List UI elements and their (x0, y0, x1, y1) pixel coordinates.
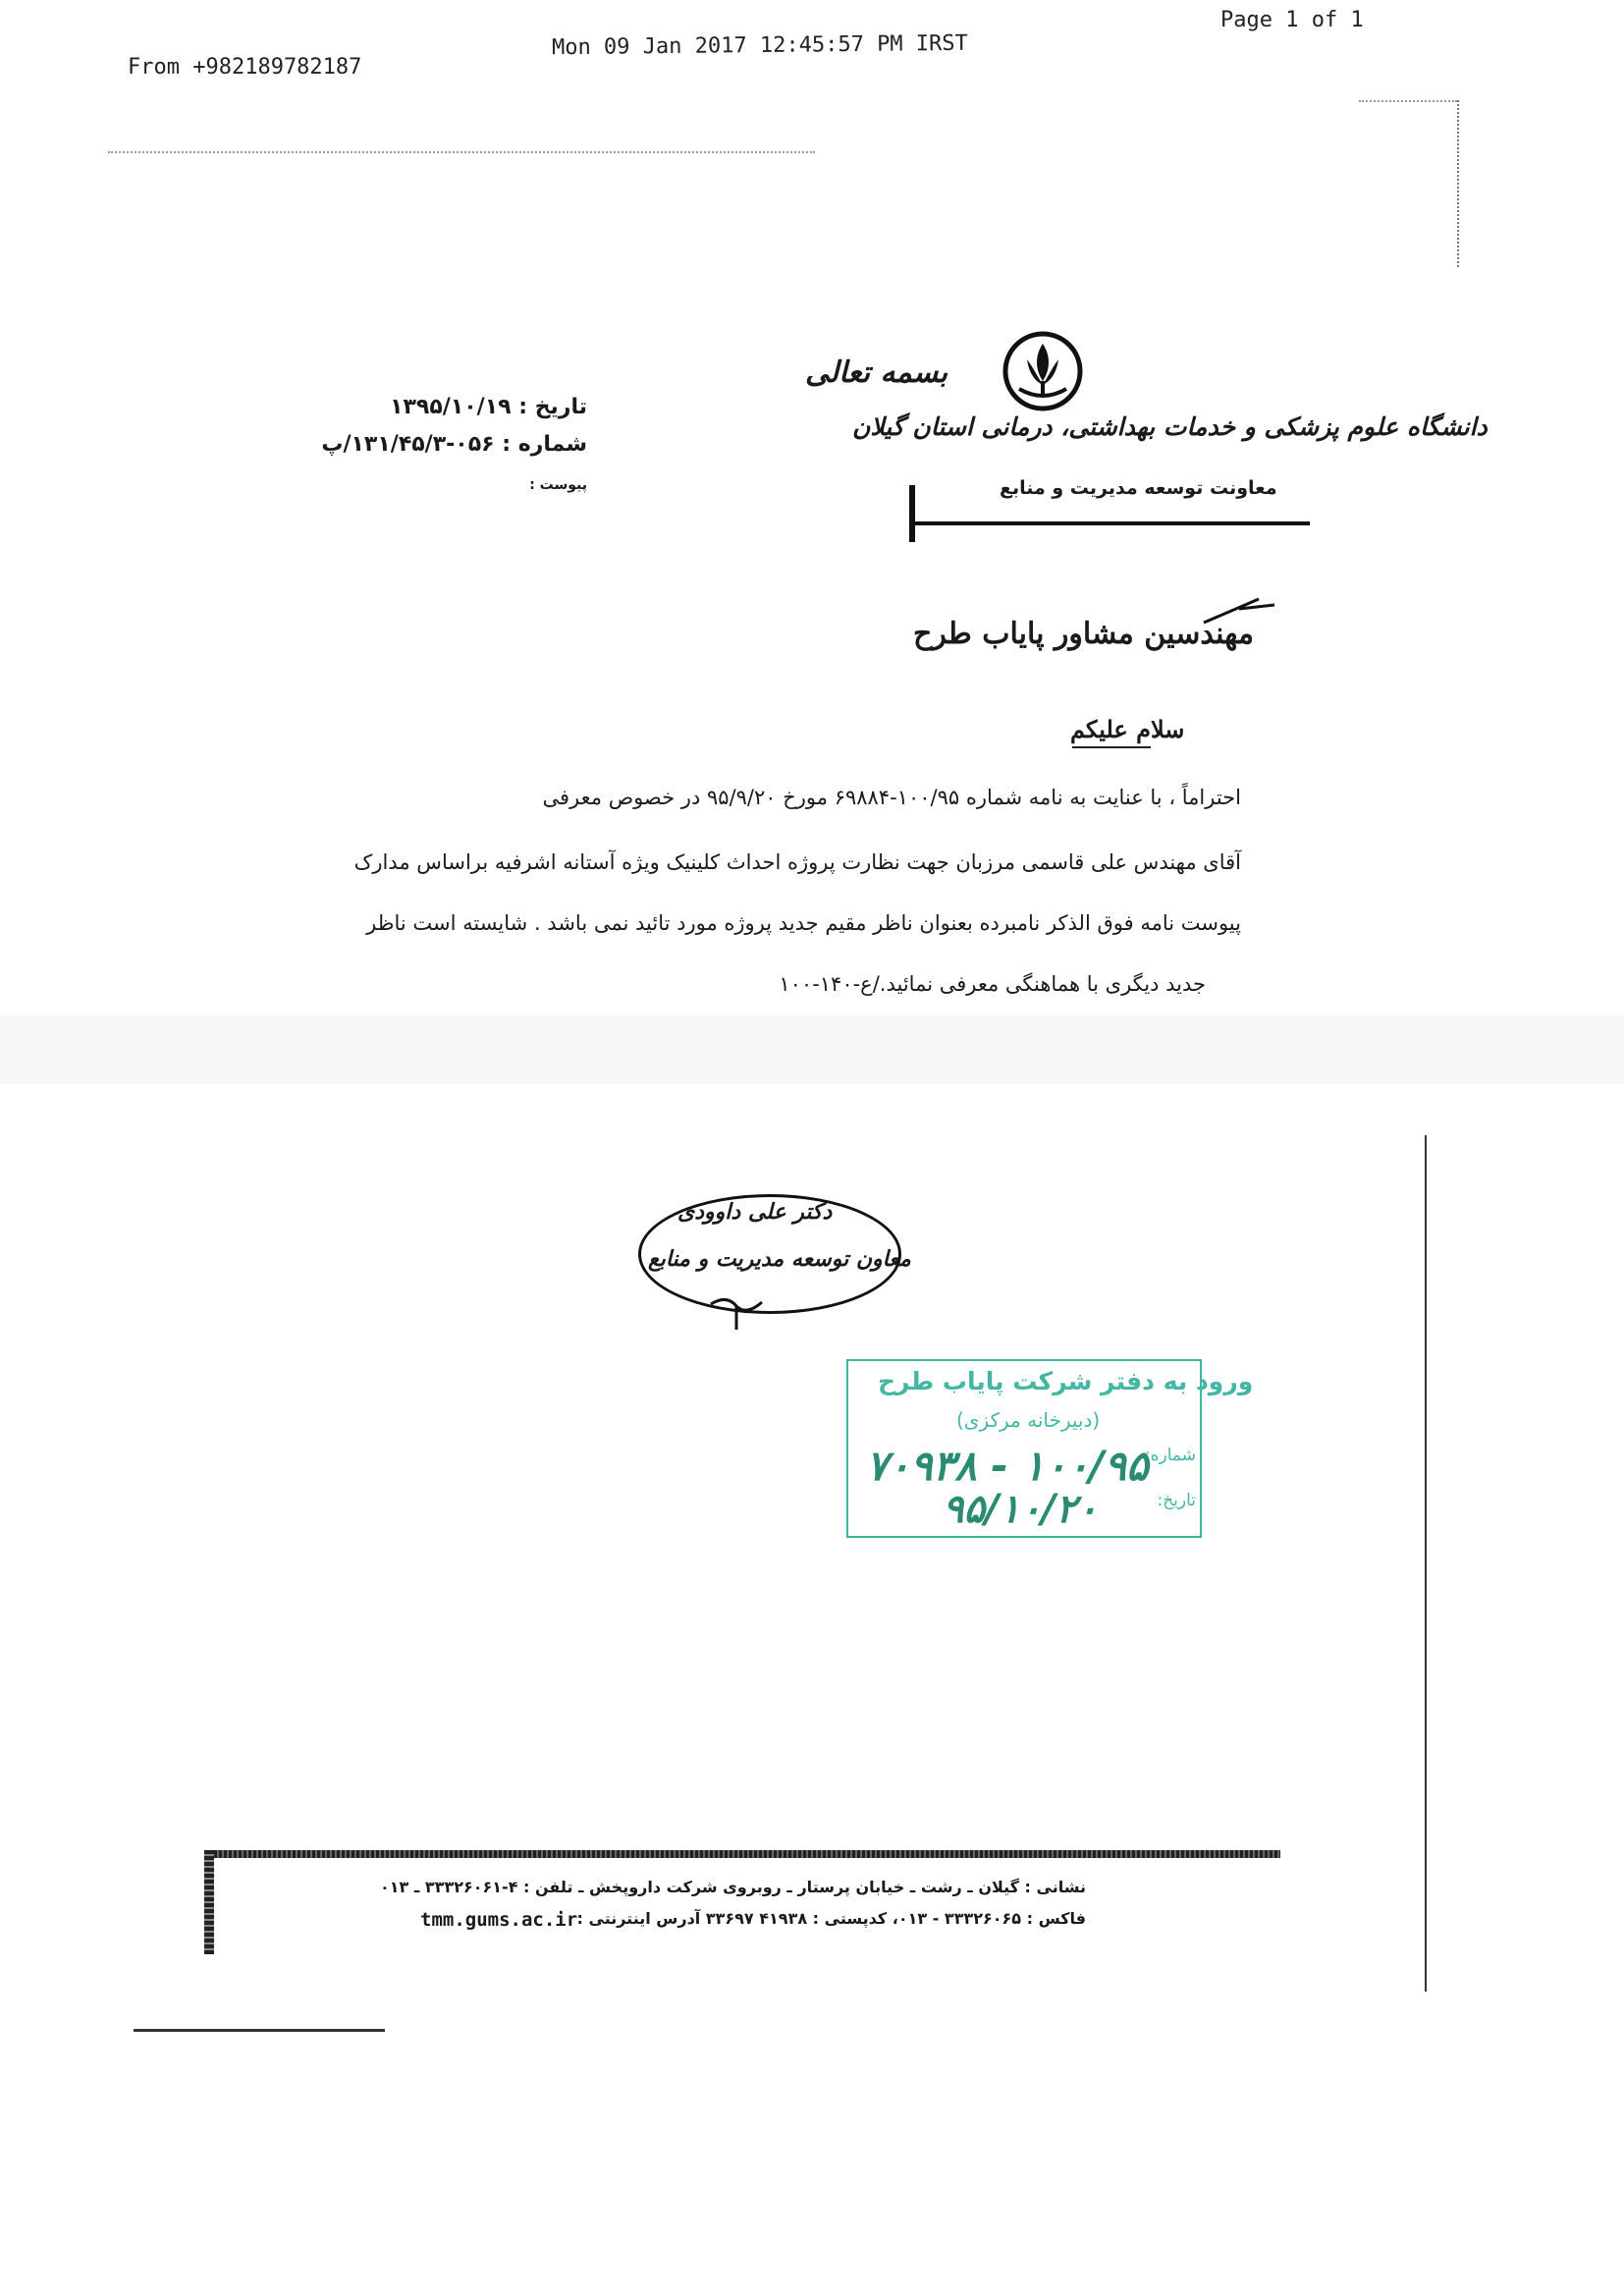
signatory-name: دکتر علی داوودی (677, 1200, 833, 1225)
stamp-number-value: ۷۰۹۳۸ - ۱۰۰/۹۵ (866, 1442, 1149, 1490)
body-line-4: جدید دیگری با هماهنگی معرفی نمائید./ع-۱۴۰-۱۰۰ (779, 972, 1206, 996)
letterhead-bar (909, 485, 915, 542)
greeting: سلام علیکم (1070, 715, 1185, 743)
footer-rule (204, 1850, 1280, 1858)
signature-flourish-icon (707, 1294, 766, 1334)
stamp-date-value: ۹۵/۱۰/۲۰ (943, 1487, 1099, 1532)
stamp-date-label: تاریخ: (1157, 1491, 1196, 1510)
scan-edge-top-right (1359, 100, 1457, 102)
stamp-subtitle: (دبیرخانه مرکزی) (956, 1408, 1101, 1432)
body-line-1: احتراماً ، با عنایت به نامه شماره ۱۰۰/۹۵-۶۹۸۸۴ مورخ ۹۵/۹/۲۰ در خصوص معرفی (542, 786, 1241, 809)
footer-side-bar (204, 1850, 214, 1954)
registry-stamp (846, 1359, 1254, 1538)
scan-gray-band (0, 1015, 1624, 1084)
recipient: مهندسین مشاور پایاب طرح (913, 617, 1255, 651)
fax-timestamp: Mon 09 Jan 2017 12:45:57 PM IRST (551, 30, 968, 61)
letter-date: تاریخ : ۱۳۹۵/۱۰/۱۹ (390, 395, 587, 419)
page-edge-right (1425, 1135, 1427, 1992)
letter-number: شماره : ۰۵۶-۱۳۱/۴۵/۳/پ (321, 432, 587, 457)
footer-website: tmm.gums.ac.ir (420, 1909, 578, 1931)
letterhead-rule (909, 521, 1310, 525)
footer-address: نشانی : گیلان ـ رشت ـ خیابان پرستار ـ روبروی شرکت داروپخش ـ تلفن : ۴-۳۳۳۲۶۰۶۱ ـ ۰۱۳ (380, 1878, 1086, 1896)
wheat-emblem-icon (1001, 330, 1084, 412)
bismillah-heading: بسمه تعالی (805, 355, 948, 390)
stamp-number-label: شماره: (1144, 1446, 1196, 1465)
body-line-2: آقای مهندس علی قاسمی مرزبان جهت نظارت پروژه احداث کلینیک ویژه آستانه اشرفیه براساس مدارک (353, 850, 1241, 874)
stamp-title: ورود به دفتر شرکت پایاب طرح (878, 1367, 1254, 1395)
footer-fax-postal: فاکس : ۳۳۳۲۶۰۶۵ - ۰۱۳، کدپستی : ۴۱۹۳۸ ۳۳۶۹۷ آدرس اینترنتی : (576, 1909, 1086, 1928)
scan-edge-top (108, 151, 815, 153)
fax-page-count: Page 1 of 1 (1220, 8, 1364, 32)
body-line-3: پیوست نامه فوق الذکر نامبرده بعنوان ناظر مقیم جدید پروژه مورد تائید نمی باشد . شایسته است ناظر (366, 911, 1241, 935)
university-name: دانشگاه علوم پزشکی و خدمات بهداشتی، درمانی استان گیلان (852, 412, 1488, 441)
scan-edge-bottom (134, 2029, 385, 2032)
signatory-title: معاون توسعه مدیریت و منابع (648, 1247, 911, 1272)
scan-edge-right (1457, 100, 1459, 267)
fax-sender: From +982189782187 (128, 55, 362, 80)
department-name: معاونت توسعه مدیریت و منابع (1000, 477, 1277, 499)
letter-attachment: پیوست : (529, 477, 587, 493)
greeting-underline (1072, 746, 1151, 748)
